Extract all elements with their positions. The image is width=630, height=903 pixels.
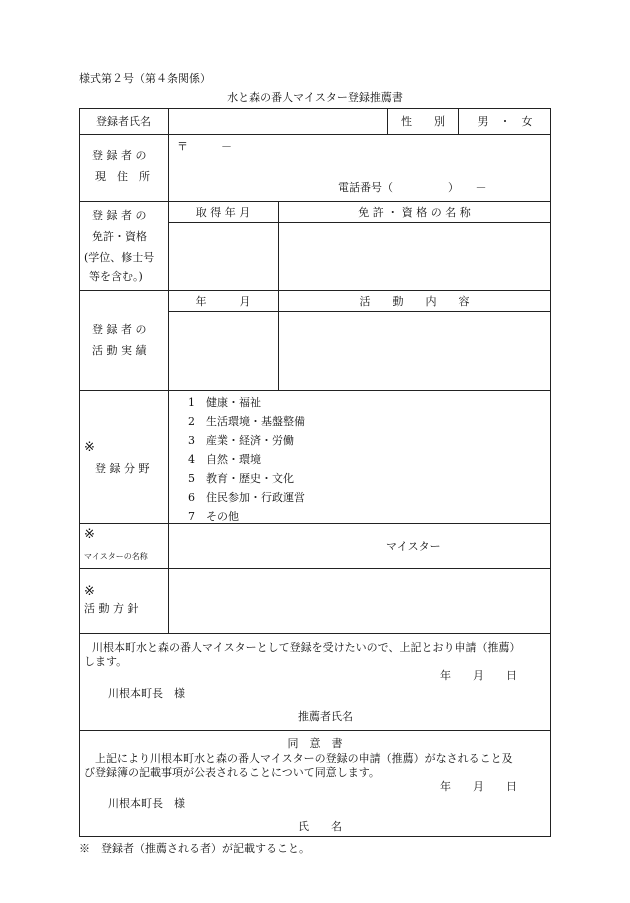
- recommender-name-label: 推薦者氏名: [298, 710, 353, 723]
- application-addressee: 川根本町長 様: [108, 687, 185, 700]
- consenter-name-field[interactable]: [360, 815, 540, 834]
- field-option-5[interactable]: 5 教育・歴史・文化: [188, 472, 294, 485]
- application-text-line2: します。: [84, 655, 128, 668]
- gender-options[interactable]: 男 ・ 女: [477, 115, 533, 128]
- registrant-name-label: 登録者氏名: [96, 115, 151, 128]
- required-mark: ※: [84, 584, 95, 599]
- meister-name-label: マイスターの名称: [84, 552, 148, 561]
- label-column-divider: [168, 108, 169, 633]
- gender-label: 性 別: [401, 115, 445, 128]
- field-option-3[interactable]: 3 産業・経済・労働: [188, 434, 294, 447]
- consent-title: 同 意 書: [287, 737, 343, 750]
- footnote: ※ 登録者（推薦される者）が記載すること。: [79, 842, 310, 855]
- activity-date-field[interactable]: [171, 314, 275, 387]
- recommender-name-field[interactable]: [360, 706, 540, 726]
- license-date-header: 取 得 年 月: [195, 206, 251, 219]
- license-name-field[interactable]: [281, 225, 548, 287]
- form-title: 水と森の番人マイスター登録推薦書: [227, 91, 403, 104]
- activity-content-field[interactable]: [281, 314, 548, 387]
- subrow-divider: [168, 222, 551, 223]
- row-divider: [79, 134, 551, 135]
- license-date-field[interactable]: [171, 225, 275, 287]
- row-divider: [79, 730, 551, 731]
- field-label: 登 録 分 野: [95, 462, 150, 475]
- field-option-2[interactable]: 2 生活環境・基盤整備: [188, 415, 305, 428]
- activity-content-header: 活 動 内 容: [359, 295, 470, 308]
- consent-date-field[interactable]: 年 月 日: [440, 780, 517, 793]
- license-label-line1: 登 録 者 の: [92, 209, 147, 222]
- activity-label-line2: 活 動 実 績: [92, 344, 147, 357]
- activity-label-line1: 登 録 者 の: [92, 323, 147, 336]
- field-option-4[interactable]: 4 自然・環境: [188, 453, 261, 466]
- postal-code-field[interactable]: 〒 －: [177, 140, 232, 153]
- row-divider: [79, 568, 551, 569]
- consent-text-line1: 上記により川根本町水と森の番人マイスターの登録の申請（推薦）がなされること及: [95, 752, 513, 765]
- consent-addressee: 川根本町長 様: [108, 797, 185, 810]
- policy-field[interactable]: [171, 571, 548, 630]
- license-label-line3: (学位、修士号: [84, 251, 155, 264]
- policy-label: 活 動 方 針: [84, 602, 139, 615]
- registrant-name-field[interactable]: [171, 111, 384, 132]
- license-label-line2: 免許・資格: [92, 230, 147, 243]
- application-text-line1: 川根本町水と森の番人マイスターとして登録を受けたいので、上記とおり申請（推薦）: [92, 641, 521, 654]
- phone-number-field[interactable]: 電話番号（ ） －: [338, 181, 487, 194]
- meister-name-field[interactable]: マイスター: [386, 540, 441, 553]
- address-label-line1: 登 録 者 の: [92, 149, 147, 162]
- required-mark: ※: [84, 440, 95, 455]
- form-number: 様式第２号（第４条関係）: [79, 72, 211, 85]
- field-option-6[interactable]: 6 住民参加・行政運営: [188, 491, 305, 504]
- consenter-name-label: 氏 名: [298, 820, 342, 833]
- row-divider: [79, 523, 551, 524]
- consent-text-line2: び登録簿の記載事項が公表されることについて同意します。: [84, 766, 380, 779]
- row-divider: [79, 390, 551, 391]
- field-option-7[interactable]: 7 その他: [188, 510, 239, 523]
- application-date-field[interactable]: 年 月 日: [440, 669, 517, 682]
- address-label-line2: 現 住 所: [95, 170, 150, 183]
- license-name-header: 免 許 ・ 資 格 の 名 称: [358, 206, 471, 219]
- activity-date-header: 年 月: [195, 295, 251, 308]
- license-label-line4: 等を含む。): [89, 270, 143, 283]
- row-divider: [79, 201, 551, 202]
- row-divider: [79, 290, 551, 291]
- field-option-1[interactable]: 1 健康・福祉: [188, 396, 261, 409]
- required-mark: ※: [84, 527, 95, 542]
- subrow-divider: [168, 311, 551, 312]
- row-divider: [79, 633, 551, 634]
